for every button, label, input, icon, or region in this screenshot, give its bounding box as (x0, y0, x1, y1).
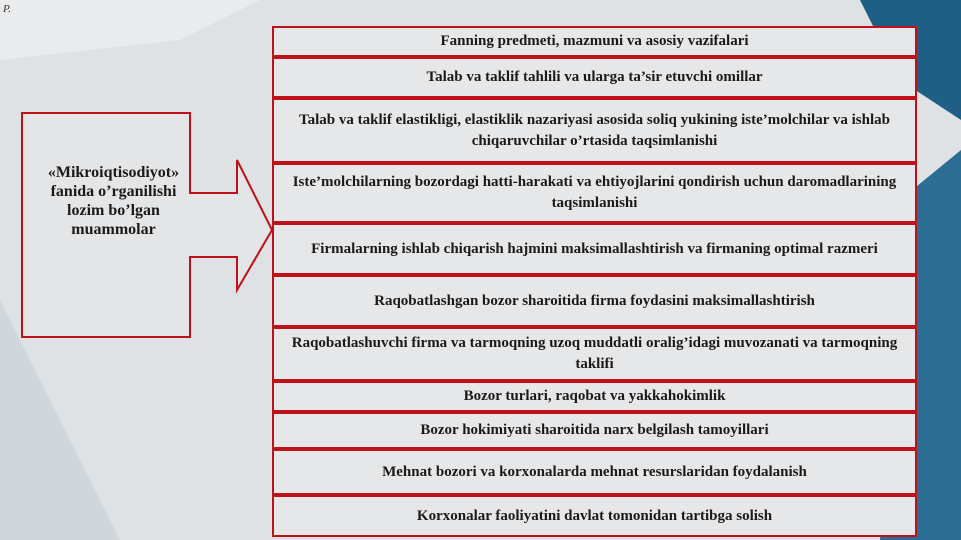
source-label-line: fanida o’rganilishi (50, 183, 177, 200)
source-box-label (26, 163, 201, 239)
source-label-line: lozim bo’lgan (67, 202, 160, 219)
topic-text: Firmalarning ishlab chiqarish hajmini maksimallashtirish va firmaning optimal razmeri (311, 240, 878, 257)
source-label-line: «Mikroiqtisodiyot» (47, 164, 180, 181)
topic-box (272, 26, 917, 57)
topic-text: Talab va taklif tahlili va ularga ta’sir etuvchi omillar (426, 69, 763, 85)
topic-box (272, 223, 917, 275)
source-label-line: muammolar (71, 221, 156, 238)
corner-label: P. (3, 3, 12, 15)
topic-box (272, 275, 917, 327)
topic-box (272, 495, 917, 537)
topic-text: Bozor turlari, raqobat va yakkahokimlik (463, 388, 726, 404)
topic-text: Talab va taklif elastikligi, elastiklik nazariyasi asosida soliq yukining iste’molchilar va ishlab chiqaruvchilar o’rtasida taqsimlanishi (299, 111, 890, 149)
topic-box (272, 449, 917, 495)
topic-box (272, 381, 917, 412)
topic-text: Iste’molchilarning bozordagi hatti-harakati va ehtiyojlarini qondirish uchun daromadlarining taqsimlanishi (292, 174, 897, 211)
topic-box (272, 412, 917, 449)
topic-box (272, 57, 917, 98)
topic-text: Mehnat bozori va korxonalarda mehnat resurslaridan foydalanish (382, 463, 807, 480)
topic-text: Raqobatlashgan bozor sharoitida firma foydasini maksimallashtirish (374, 292, 815, 309)
topic-box (272, 163, 917, 223)
topic-list (272, 26, 921, 538)
topic-text: Raqobatlashuvchi firma va tarmoqning uzoq muddatli oralig’idagi muvozanati va tarmoqning taklifi (291, 335, 898, 372)
topic-text: Korxonalar faoliyatini davlat tomonidan tartibga solish (416, 507, 773, 524)
topic-box (272, 327, 917, 381)
topic-text: Fanning predmeti, mazmuni va asosiy vazifalari (440, 33, 749, 49)
topic-box (272, 98, 917, 163)
topic-text: Bozor hokimiyati sharoitida narx belgilash tamoyillari (420, 422, 769, 438)
